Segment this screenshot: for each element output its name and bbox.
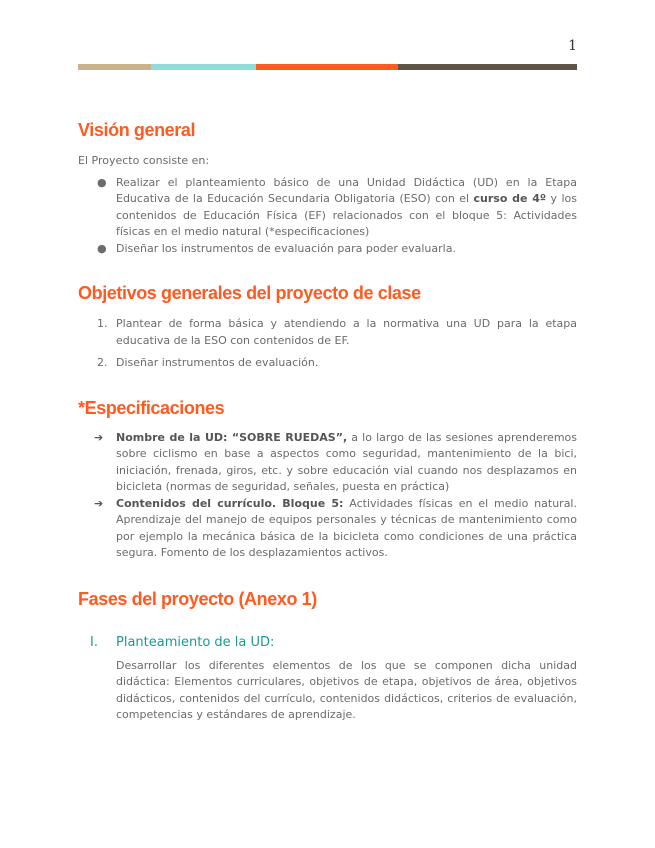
vision-intro: El Proyecto consiste en: [78,154,210,167]
list-item [78,241,577,258]
list-item-bold: Nombre de la UD: “SOBRE RUEDAS”, [116,430,348,444]
fases-description: Desarrollar los diferentes elementos de los que se componen dicha unidad didáctica: Elementos curriculares, objetivos de etapa, objetivos de área, objetivos didácticos, contenidos del currículo, contenidos didácticos, criterios de evaluación, competencias y estándares de aprendizaje. [116,658,577,721]
document-body [78,120,577,724]
decorative-color-bar [78,64,577,70]
arrow-right-icon: ➔ [94,496,104,510]
color-bar-segment [398,64,577,70]
roman-numeral: I. [90,634,98,650]
list-item-text: Diseñar instrumentos de evaluación. [116,356,319,369]
subsection-title [78,635,577,650]
objetivos-list [78,316,577,372]
list-item [78,430,577,496]
color-bar-segment [151,64,256,70]
bullet-icon: ● [97,175,107,189]
bullet-icon: ● [97,241,107,255]
list-item-text: Diseñar los instrumentos de evaluación para poder evaluarla. [116,241,456,255]
list-item-text: y los contenidos de Educación Física (EF) relacionados con el bloque 5: Actividades físicas en el medio natural (*especificaciones) [116,192,577,238]
list-item-text: a lo largo de las sesiones aprenderemos sobre ciclismo en base a aspectos como seguridad, mantenimiento de la bici, iniciación, frenada, giros, etc. y sobre educación vial cuando nos desplazamos en bicicleta (normas de seguridad, señales, puesta en práctica) [116,430,578,493]
list-item [78,496,577,562]
list-number: 2. [97,356,108,369]
arrow-right-icon: ➔ [94,430,104,444]
page-number: 1 [568,38,577,54]
subsection-title-text: Planteamiento de la UD: [116,634,275,650]
list-number: 1. [97,317,108,330]
section-title-fases: Fases del proyecto (Anexo 1) [78,588,317,609]
list-item [78,175,577,241]
list-item-bold: Contenidos del currículo. Bloque 5: [116,496,344,510]
section-title-especificaciones: *Especificaciones [78,397,225,418]
section-title-vision: Visión general [78,120,196,140]
list-item-text: Realizar el planteamiento básico de una Unidad Didáctica (UD) en la Etapa Educativa de la Educación Secundaria Obligatoria (ESO) con el [116,175,577,205]
especificaciones-list [78,430,577,562]
list-item-text: Actividades físicas en el medio natural. Aprendizaje del manejo de equipos personales y técnicas de mantenimiento como por ejemplo la mecánica básica de la bicicleta como condiciones de una práctica segura. Fomento de los desplazamientos activos. [116,496,577,559]
color-bar-segment [78,64,151,70]
list-item [78,316,577,349]
section-title-objetivos: Objetivos generales del proyecto de clase [78,283,421,303]
color-bar-segment [256,64,398,70]
vision-list [78,175,577,258]
list-item-bold: curso de 4º [473,192,547,205]
list-item-text: Plantear de forma básica y atendiendo a la normativa una UD para la etapa educativa de la ESO con contenidos de EF. [116,317,577,347]
list-item [78,355,577,372]
